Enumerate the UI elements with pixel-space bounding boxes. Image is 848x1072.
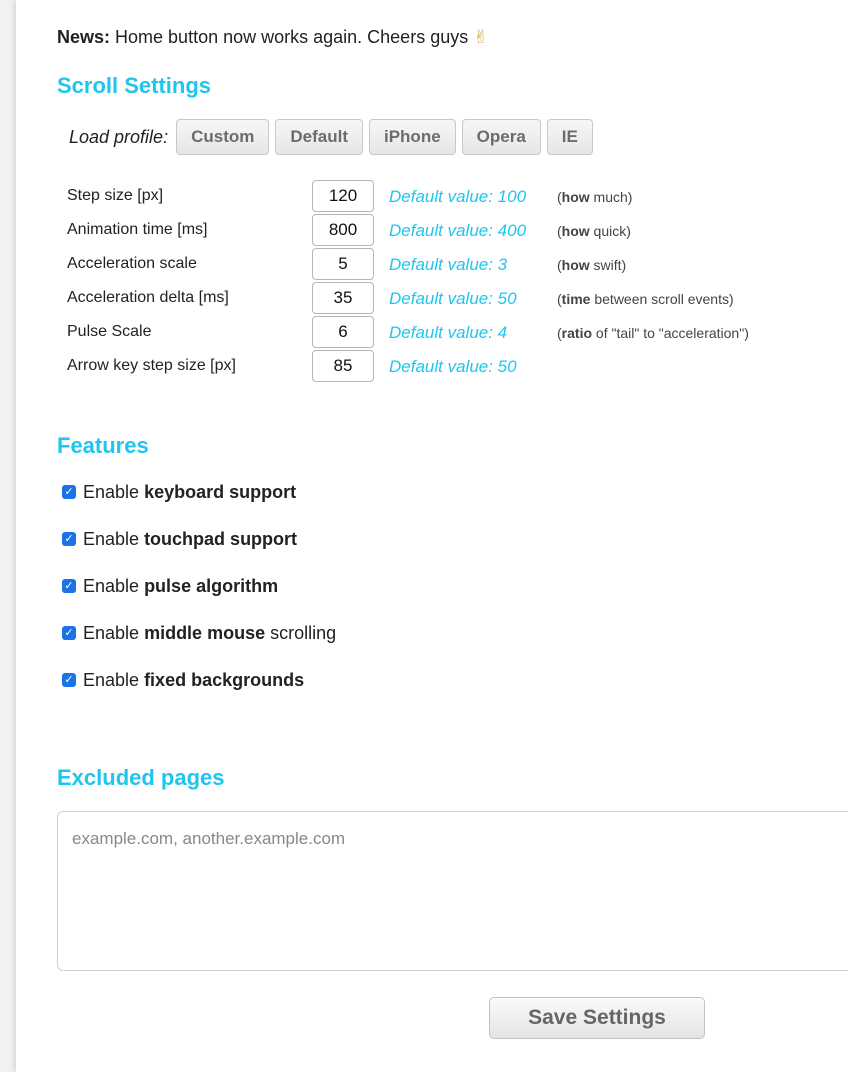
setting-note: (how much) [557, 189, 633, 205]
feature-label [83, 529, 297, 550]
note-rest: between scroll events) [590, 291, 734, 307]
setting-label: Acceleration scale [67, 255, 197, 272]
pulse-scale-input[interactable]: 6 [312, 316, 374, 348]
default-value: Default value: 50 [389, 289, 517, 308]
default-value: Default value: 400 [389, 221, 527, 240]
feature-pulse-algorithm [62, 576, 336, 623]
default-value: Default value: 50 [389, 357, 517, 376]
excluded-pages-textarea[interactable] [57, 811, 848, 971]
news-text: Home button now works again. Cheers guys [115, 27, 469, 47]
feature-prefix: Enable [83, 482, 145, 502]
note-bold: how [561, 189, 590, 205]
feature-bold: pulse algorithm [144, 576, 279, 596]
default-value: Default value: 100 [389, 187, 527, 206]
feature-bold: middle mouse [144, 623, 266, 643]
profile-custom-button[interactable]: Custom [176, 119, 269, 155]
setting-row-acceleration-delta [67, 282, 827, 316]
setting-note: (how quick) [557, 223, 631, 239]
load-profile-row [69, 119, 599, 155]
note-rest: much) [589, 189, 633, 205]
animation-time-input[interactable]: 800 [312, 214, 374, 246]
setting-row-acceleration-scale [67, 248, 827, 282]
acceleration-delta-input[interactable]: 35 [312, 282, 374, 314]
profile-ie-button[interactable]: IE [547, 119, 593, 155]
keyboard-support-checkbox[interactable]: ✓ [62, 485, 76, 499]
profile-iphone-button[interactable]: iPhone [369, 119, 456, 155]
setting-note: (ratio of "tail" to "acceleration") [557, 325, 749, 341]
features-heading: Features [57, 433, 149, 458]
setting-label: Step size [px] [67, 187, 164, 204]
note-bold: how [561, 223, 590, 239]
setting-row-step-size [67, 180, 827, 214]
victory-hand-icon: ✌ [473, 27, 489, 48]
fixed-backgrounds-checkbox[interactable]: ✓ [62, 673, 76, 687]
profile-opera-button[interactable]: Opera [462, 119, 541, 155]
feature-fixed-backgrounds [62, 670, 336, 717]
feature-middle-mouse [62, 623, 336, 670]
pulse-algorithm-checkbox[interactable]: ✓ [62, 579, 76, 593]
setting-row-animation-time [67, 214, 827, 248]
setting-row-pulse-scale [67, 316, 827, 350]
note-bold: ratio [561, 325, 593, 341]
scroll-settings-table [67, 180, 827, 384]
note-rest: quick) [589, 223, 631, 239]
setting-note: (time between scroll events) [557, 291, 734, 307]
default-value: Default value: 4 [389, 323, 508, 342]
note-rest: swift) [589, 257, 627, 273]
note-bold: time [561, 291, 591, 307]
feature-label [83, 576, 278, 597]
arrow-key-step-input[interactable]: 85 [312, 350, 374, 382]
note-bold: how [561, 257, 590, 273]
feature-prefix: Enable [83, 623, 145, 643]
feature-keyboard-support [62, 482, 336, 529]
options-page [16, 0, 848, 1072]
setting-label: Arrow key step size [px] [67, 357, 236, 374]
feature-suffix: scrolling [265, 623, 337, 643]
news-label: News: [57, 27, 111, 47]
feature-prefix: Enable [83, 576, 145, 596]
setting-row-arrow-key-step [67, 350, 827, 384]
step-size-input[interactable]: 120 [312, 180, 374, 212]
feature-bold: touchpad support [144, 529, 298, 549]
news-banner [57, 27, 488, 48]
load-profile-label: Load profile: [69, 126, 169, 147]
feature-label [83, 670, 304, 691]
setting-label: Pulse Scale [67, 323, 152, 340]
setting-note: (how swift) [557, 257, 627, 273]
feature-bold: fixed backgrounds [144, 670, 305, 690]
acceleration-scale-input[interactable]: 5 [312, 248, 374, 280]
excluded-placeholder: example.com, another.example.com [72, 829, 346, 848]
feature-bold: keyboard support [144, 482, 297, 502]
feature-label [83, 482, 296, 503]
setting-label: Animation time [ms] [67, 221, 208, 238]
profile-default-button[interactable]: Default [275, 119, 363, 155]
feature-touchpad-support [62, 529, 336, 576]
save-settings-button[interactable]: Save Settings [489, 997, 705, 1039]
setting-label: Acceleration delta [ms] [67, 289, 229, 306]
note-rest: of "tail" to "acceleration") [592, 325, 749, 341]
middle-mouse-checkbox[interactable]: ✓ [62, 626, 76, 640]
excluded-pages-heading: Excluded pages [57, 765, 225, 790]
feature-prefix: Enable [83, 529, 145, 549]
default-value: Default value: 3 [389, 255, 508, 274]
feature-prefix: Enable [83, 670, 145, 690]
features-list [62, 482, 336, 717]
scroll-settings-heading: Scroll Settings [57, 73, 212, 98]
feature-label [83, 623, 336, 644]
touchpad-support-checkbox[interactable]: ✓ [62, 532, 76, 546]
